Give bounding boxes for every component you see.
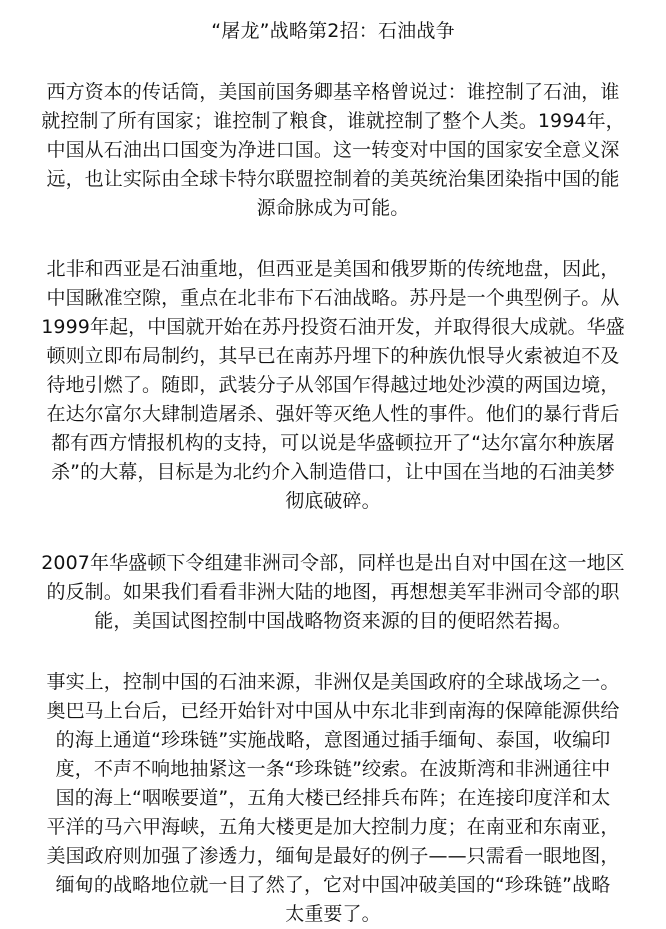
paragraph-line: 都有西方情报机构的支持，可以说是华盛顿拉开了“达尔富尔种族屠 bbox=[51, 432, 615, 454]
paragraph-line: 的海上通道“珍珠链”实施战略，意图通过插手缅甸、泰国，收编印 bbox=[55, 729, 611, 751]
paragraph-line: 平洋的马六甲海峡，五角大楼更是加大控制力度；在南亚和东南亚， bbox=[46, 816, 620, 838]
paragraph-line: 能，美国试图控制中国战略物资来源的目的便昭然若揭。 bbox=[94, 610, 572, 632]
paragraph-line: 中国从石油出口国变为净进口国。这一转变对中国的国家安全意义深 bbox=[46, 139, 620, 161]
paragraph-line: 远，也让实际由全球卡特尔联盟控制着的美英统治集团染指中国的能 bbox=[46, 168, 620, 190]
paragraph-line: 在达尔富尔大肆制造屠杀、强奸等灭绝人性的事件。他们的暴行背后 bbox=[46, 403, 620, 425]
paragraph-line: 事实上，控制中国的石油来源，非洲仅是美国政府的全球战场之一。 bbox=[46, 671, 620, 693]
paragraph-3 bbox=[20, 549, 646, 636]
paragraph-line: 西方资本的传话筒，美国前国务卿基辛格曾说过：谁控制了石油，谁 bbox=[46, 81, 620, 103]
paragraph-line: 杀”的大幕，目标是为北约介入制造借口，让中国在当地的石油美梦 bbox=[51, 461, 615, 483]
paragraph-line: 待地引燃了。随即，武装分子从邻国乍得越过地处沙漠的两国边境， bbox=[46, 374, 620, 396]
paragraph-line: 北非和西亚是石油重地，但西亚是美国和俄罗斯的传统地盘，因此， bbox=[46, 258, 620, 280]
paragraph-line: 美国政府则加强了渗透力，缅甸是最好的例子——只需看一眼地图， bbox=[46, 845, 620, 867]
paragraph-line: 奥巴马上台后，已经开始针对中国从中东北非到南海的保障能源供给 bbox=[46, 700, 620, 722]
paragraph-line: 的反制。如果我们看看非洲大陆的地图，再想想美军非洲司令部的职 bbox=[46, 581, 620, 603]
paragraph-line: 2007年华盛顿下令组建非洲司令部，同样也是出自对中国在这一地区 bbox=[41, 552, 625, 574]
paragraph-line: 彻底破碎。 bbox=[285, 490, 381, 512]
paragraph-4 bbox=[20, 668, 646, 929]
paragraph-1 bbox=[20, 78, 646, 223]
paragraph-line: 中国瞅准空隙，重点在北非布下石油战略。苏丹是一个典型例子。从 bbox=[46, 287, 620, 309]
paragraph-line: 国的海上“咽喉要道”，五角大楼已经排兵布阵；在连接印度洋和太 bbox=[55, 787, 611, 809]
paragraph-line: 顿则立即布局制约，其早已在南苏丹埋下的种族仇恨导火索被迫不及 bbox=[46, 345, 620, 367]
paragraph-line: 度，不声不响地抽紧这一条“珍珠链”绞索。在波斯湾和非洲通往中 bbox=[55, 758, 611, 780]
paragraph-line: 源命脉成为可能。 bbox=[256, 197, 410, 219]
paragraph-line: 太重要了。 bbox=[285, 903, 381, 925]
paragraph-line: 缅甸的战略地位就一目了然了，它对中国冲破美国的“珍珠链”战略 bbox=[55, 874, 611, 896]
paragraph-line: 就控制了所有国家；谁控制了粮食，谁就控制了整个人类。1994年， bbox=[41, 110, 625, 132]
paragraph-2 bbox=[20, 255, 646, 516]
paragraph-line: 1999年起，中国就开始在苏丹投资石油开发，并取得很大成就。华盛 bbox=[41, 316, 625, 338]
page-title: “屠龙”战略第2招：石油战争 bbox=[211, 20, 455, 42]
